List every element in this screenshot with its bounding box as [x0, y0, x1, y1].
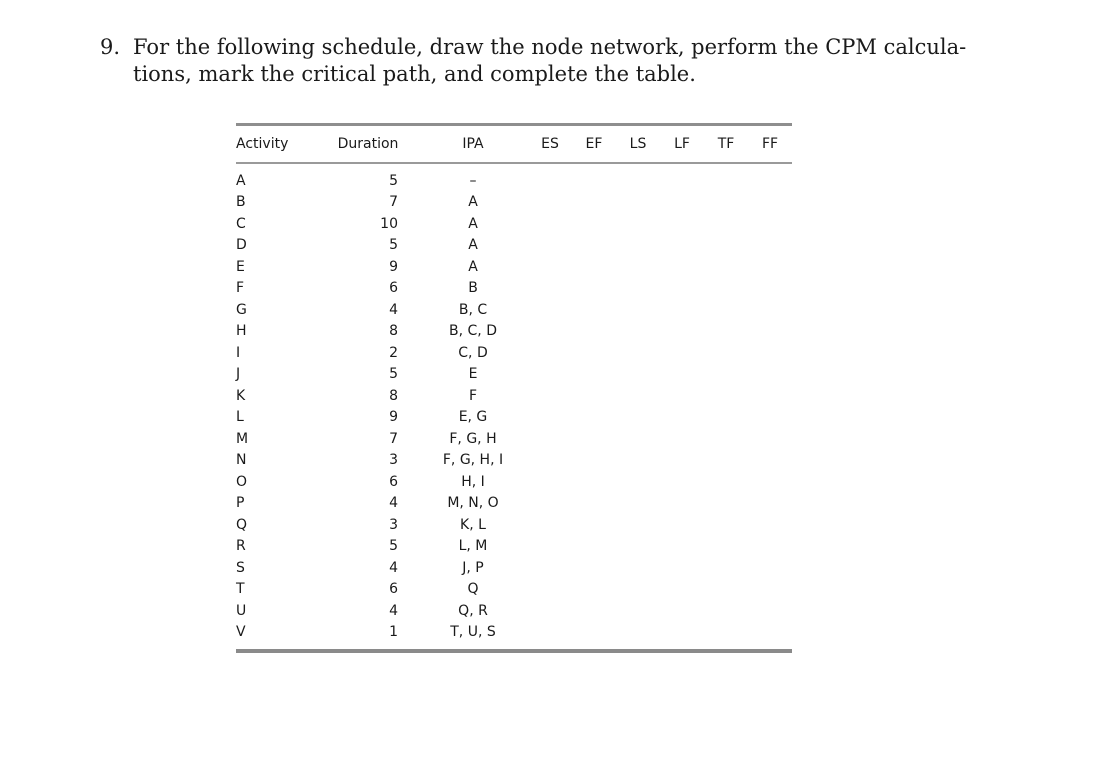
question-line-1	[100, 34, 1000, 61]
cell-ls	[616, 450, 660, 472]
cell-activity: C	[236, 215, 246, 232]
table-row	[236, 407, 792, 429]
table-row	[236, 514, 792, 536]
cell-ef	[572, 213, 616, 235]
schedule-table	[236, 126, 792, 643]
cell-ef	[572, 428, 616, 450]
header-duration: Duration	[337, 136, 399, 152]
cell-ff	[748, 471, 792, 493]
cell-duration: 6	[389, 581, 398, 598]
cell-lf	[660, 579, 704, 601]
cell-ipa: A	[468, 237, 478, 254]
table-row	[236, 213, 792, 235]
table-row	[236, 557, 792, 579]
cell-tf	[704, 622, 748, 644]
cell-duration: 5	[389, 172, 398, 189]
cell-duration: 4	[389, 559, 398, 576]
cell-ipa: T, U, S	[450, 624, 496, 641]
cell-lf	[660, 278, 704, 300]
cell-lf	[660, 514, 704, 536]
cell-ef	[572, 321, 616, 343]
cell-activity: B	[236, 194, 246, 211]
cell-ls	[616, 428, 660, 450]
table-row	[236, 278, 792, 300]
cell-ls	[616, 192, 660, 214]
cell-tf	[704, 407, 748, 429]
cell-ff	[748, 235, 792, 257]
table-row	[236, 450, 792, 472]
cell-es	[528, 622, 572, 644]
cell-es	[528, 428, 572, 450]
question-text	[100, 34, 1000, 88]
cell-ipa: E, G	[458, 409, 488, 426]
header-ls: LS	[629, 136, 647, 152]
cell-tf	[704, 342, 748, 364]
cell-ls	[616, 213, 660, 235]
cell-tf	[704, 364, 748, 386]
cell-duration: 4	[389, 602, 398, 619]
cell-ipa: J, P	[462, 559, 484, 576]
cell-ls	[616, 600, 660, 622]
cell-ef	[572, 342, 616, 364]
cell-ff	[748, 321, 792, 343]
cell-ef	[572, 450, 616, 472]
cell-es	[528, 342, 572, 364]
cell-duration: 5	[389, 366, 398, 383]
cell-duration: 9	[389, 258, 398, 275]
cell-activity: F	[236, 280, 245, 297]
cell-activity: V	[236, 624, 246, 641]
cell-ipa: C, D	[458, 344, 488, 361]
cell-lf	[660, 364, 704, 386]
cell-ff	[748, 407, 792, 429]
cell-ipa: K, L	[460, 516, 486, 533]
cell-tf	[704, 600, 748, 622]
cell-ef	[572, 536, 616, 558]
cell-activity: D	[236, 237, 247, 254]
cell-ls	[616, 162, 660, 192]
header-ff: FF	[761, 136, 779, 152]
cell-ef	[572, 407, 616, 429]
cell-es	[528, 600, 572, 622]
cell-ef	[572, 622, 616, 644]
cell-es	[528, 213, 572, 235]
table-row	[236, 162, 792, 192]
cell-ef	[572, 579, 616, 601]
cell-ls	[616, 385, 660, 407]
cell-ff	[748, 385, 792, 407]
cell-ls	[616, 407, 660, 429]
table-header-rule	[236, 162, 792, 164]
cell-activity: G	[236, 301, 247, 318]
cell-es	[528, 471, 572, 493]
cell-lf	[660, 536, 704, 558]
cell-ff	[748, 493, 792, 515]
cell-tf	[704, 235, 748, 257]
cell-activity: U	[236, 602, 247, 619]
cell-duration: 4	[389, 301, 398, 318]
cell-activity: S	[236, 559, 245, 576]
cell-ff	[748, 514, 792, 536]
cell-ipa: B, C	[458, 301, 488, 318]
cell-es	[528, 407, 572, 429]
cell-ipa: F	[468, 387, 478, 404]
cell-ff	[748, 579, 792, 601]
cell-duration: 6	[389, 473, 398, 490]
cell-ls	[616, 622, 660, 644]
cell-es	[528, 385, 572, 407]
cell-tf	[704, 213, 748, 235]
cell-ls	[616, 342, 660, 364]
table-row	[236, 579, 792, 601]
cell-es	[528, 557, 572, 579]
cell-tf	[704, 536, 748, 558]
cell-ef	[572, 256, 616, 278]
table-bottom-rule	[236, 649, 792, 653]
cell-activity: E	[236, 258, 245, 275]
cell-duration: 8	[389, 387, 398, 404]
cell-duration: 5	[389, 538, 398, 555]
cell-ef	[572, 514, 616, 536]
cell-ipa: E	[468, 366, 478, 383]
cell-ef	[572, 557, 616, 579]
cell-es	[528, 364, 572, 386]
header-lf: LF	[674, 136, 690, 152]
cell-es	[528, 299, 572, 321]
cell-lf	[660, 450, 704, 472]
header-ef: EF	[585, 136, 603, 152]
schedule-table-container	[236, 123, 792, 653]
cell-ff	[748, 256, 792, 278]
cell-lf	[660, 192, 704, 214]
cell-activity: N	[236, 452, 247, 469]
cell-lf	[660, 256, 704, 278]
cell-ls	[616, 321, 660, 343]
table-row	[236, 364, 792, 386]
cell-ff	[748, 536, 792, 558]
cell-ef	[572, 364, 616, 386]
cell-activity: K	[236, 387, 246, 404]
cell-activity: H	[236, 323, 247, 340]
cell-ff	[748, 428, 792, 450]
cell-ef	[572, 600, 616, 622]
cell-es	[528, 278, 572, 300]
cell-ff	[748, 162, 792, 192]
cell-lf	[660, 407, 704, 429]
cell-ipa: F, G, H, I	[442, 452, 504, 469]
cell-ff	[748, 299, 792, 321]
cell-lf	[660, 600, 704, 622]
cell-tf	[704, 299, 748, 321]
cell-tf	[704, 579, 748, 601]
cell-ipa: B, C, D	[449, 323, 497, 340]
cell-activity: O	[236, 473, 248, 490]
cell-tf	[704, 514, 748, 536]
table-row	[236, 471, 792, 493]
cell-duration: 5	[389, 237, 398, 254]
cell-lf	[660, 471, 704, 493]
cell-lf	[660, 342, 704, 364]
cell-es	[528, 235, 572, 257]
table-row	[236, 600, 792, 622]
cell-activity: M	[236, 430, 249, 447]
question-number: 9.	[100, 35, 121, 59]
cell-tf	[704, 321, 748, 343]
table-row	[236, 536, 792, 558]
cell-ls	[616, 557, 660, 579]
cell-ef	[572, 471, 616, 493]
table-row	[236, 622, 792, 644]
table-header	[236, 126, 792, 162]
cell-ef	[572, 385, 616, 407]
cell-ff	[748, 600, 792, 622]
cell-duration: 9	[389, 409, 398, 426]
cell-tf	[704, 557, 748, 579]
table-row	[236, 428, 792, 450]
cell-lf	[660, 557, 704, 579]
cell-es	[528, 256, 572, 278]
cell-es	[528, 536, 572, 558]
cell-ipa: –	[469, 172, 477, 189]
cell-ls	[616, 256, 660, 278]
cell-ls	[616, 536, 660, 558]
table-row	[236, 256, 792, 278]
cell-lf	[660, 428, 704, 450]
cell-lf	[660, 162, 704, 192]
cell-activity: P	[236, 495, 245, 512]
cell-tf	[704, 471, 748, 493]
cell-ef	[572, 299, 616, 321]
cell-duration: 7	[389, 430, 398, 447]
cell-duration: 8	[389, 323, 398, 340]
cell-activity: R	[236, 538, 246, 555]
cell-ls	[616, 235, 660, 257]
cell-ls	[616, 493, 660, 515]
cell-ff	[748, 192, 792, 214]
cell-ff	[748, 450, 792, 472]
cell-es	[528, 321, 572, 343]
cell-lf	[660, 213, 704, 235]
cell-ls	[616, 471, 660, 493]
cell-duration: 7	[389, 194, 398, 211]
cell-activity: T	[236, 581, 245, 598]
cell-ipa: M, N, O	[447, 495, 499, 512]
cell-ipa: H, I	[461, 473, 485, 490]
cell-duration: 3	[389, 516, 398, 533]
cell-tf	[704, 278, 748, 300]
header-tf: TF	[717, 136, 735, 152]
header-es: ES	[541, 136, 559, 152]
cell-tf	[704, 493, 748, 515]
cell-duration: 10	[380, 215, 398, 232]
cell-activity: I	[236, 344, 241, 361]
cell-ff	[748, 622, 792, 644]
cell-lf	[660, 321, 704, 343]
question-line-1-text: For the following schedule, draw the node network, perform the CPM calcula-	[133, 35, 967, 59]
cell-lf	[660, 385, 704, 407]
table-row	[236, 342, 792, 364]
cell-ls	[616, 364, 660, 386]
cell-ipa: B	[468, 280, 478, 297]
cell-lf	[660, 622, 704, 644]
header-row	[236, 126, 792, 162]
cell-tf	[704, 162, 748, 192]
cell-ls	[616, 299, 660, 321]
table-body	[236, 162, 792, 643]
cell-es	[528, 493, 572, 515]
cell-duration: 4	[389, 495, 398, 512]
cell-tf	[704, 192, 748, 214]
table-row	[236, 299, 792, 321]
cell-tf	[704, 256, 748, 278]
cell-es	[528, 192, 572, 214]
cell-lf	[660, 299, 704, 321]
cell-ff	[748, 342, 792, 364]
cell-duration: 2	[389, 344, 398, 361]
cell-activity: A	[236, 172, 246, 189]
cell-ff	[748, 364, 792, 386]
header-activity: Activity	[236, 136, 289, 152]
cell-ff	[748, 278, 792, 300]
cell-duration: 3	[389, 452, 398, 469]
cell-es	[528, 579, 572, 601]
cell-es	[528, 514, 572, 536]
table-row	[236, 235, 792, 257]
cell-ipa: A	[468, 194, 478, 211]
cell-ls	[616, 278, 660, 300]
cell-es	[528, 162, 572, 192]
cell-activity: Q	[236, 516, 248, 533]
cell-duration: 1	[389, 624, 398, 641]
cell-ls	[616, 514, 660, 536]
cell-lf	[660, 493, 704, 515]
cell-es	[528, 450, 572, 472]
cell-ipa: Q	[467, 581, 479, 598]
cell-lf	[660, 235, 704, 257]
table-row	[236, 192, 792, 214]
cell-ff	[748, 213, 792, 235]
cell-tf	[704, 385, 748, 407]
table-row	[236, 493, 792, 515]
table-row	[236, 321, 792, 343]
cell-ef	[572, 493, 616, 515]
cell-ls	[616, 579, 660, 601]
cell-activity: L	[236, 409, 244, 426]
cell-tf	[704, 428, 748, 450]
cell-ef	[572, 162, 616, 192]
cell-ff	[748, 557, 792, 579]
cell-tf	[704, 450, 748, 472]
cell-ef	[572, 278, 616, 300]
cell-ef	[572, 235, 616, 257]
cell-ipa: A	[468, 258, 478, 275]
cell-ipa: L, M	[458, 538, 488, 555]
cell-ipa: Q, R	[458, 602, 488, 619]
question-line-2: tions, mark the critical path, and complete the table.	[133, 62, 696, 86]
cell-ipa: A	[468, 215, 478, 232]
table-row	[236, 385, 792, 407]
cell-duration: 6	[389, 280, 398, 297]
cell-activity: J	[236, 366, 241, 383]
cell-ipa: F, G, H	[449, 430, 497, 447]
header-ipa: IPA	[462, 136, 484, 152]
cell-ef	[572, 192, 616, 214]
